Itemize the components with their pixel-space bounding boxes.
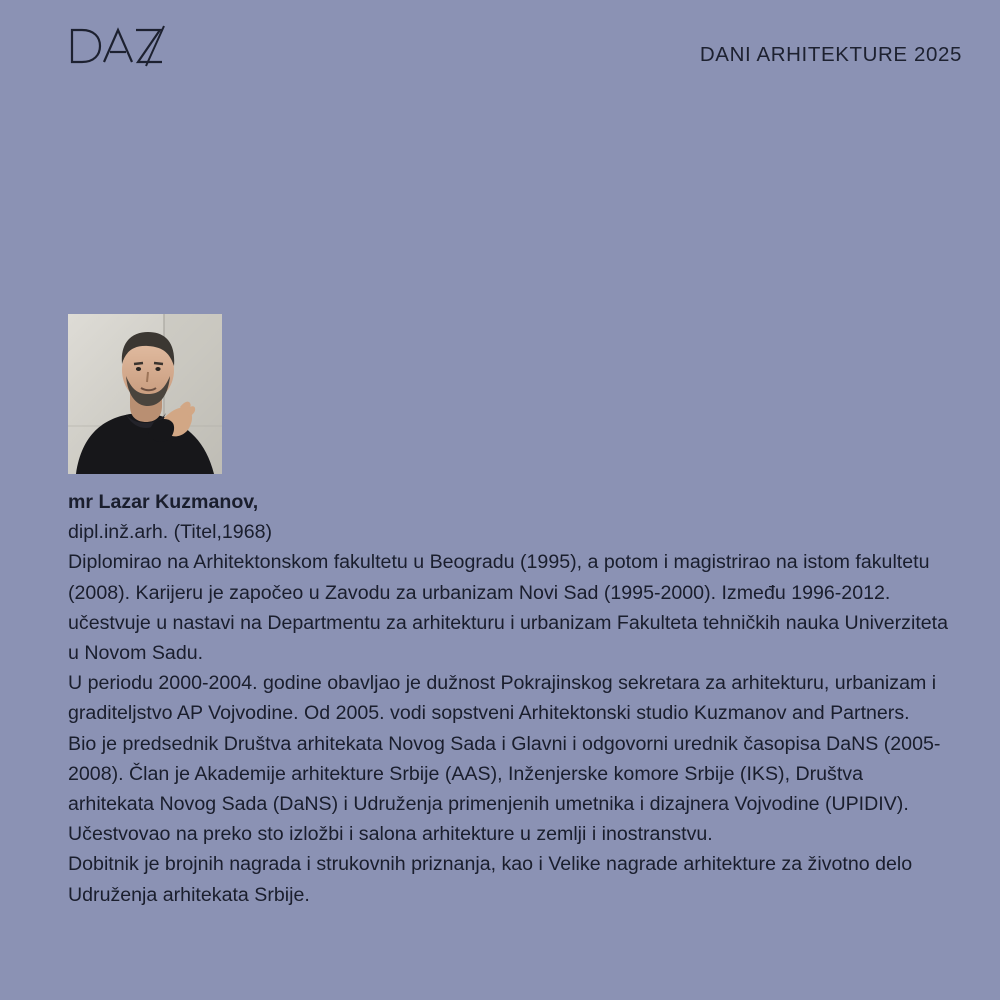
page-header (0, 0, 1000, 90)
biography-text (68, 487, 948, 910)
portrait-photo-lazar-kuzmanov (68, 314, 222, 474)
person-credentials: dipl.inž.arh. (Titel,1968) (68, 521, 273, 544)
event-title: DANI ARHITEKTURE 2025 (699, 43, 962, 66)
daz-logo (68, 24, 168, 68)
bio-paragraph: Diplomirao na Arhitektonskom fakultetu u Beogradu (1995), a potom i magistrirao na istom fakultetu (2008). Karijeru je započeo u Zavodu za urbanizam Novi Sad (1995-2000). Između 1996-2012. učestvuje u nastavi na Departmentu za arhitekturu i urbanizam Fakulteta tehničkih nauka Univerziteta u Novom Sadu. (68, 551, 949, 665)
bio-paragraph: Dobitnik je brojnih nagrada i strukovnih priznanja, kao i Velike nagrade arhitekture za životno delo Udruženja arhitekata Srbije. (68, 853, 913, 906)
bio-paragraph: Učestvovao na preko sto izložbi i salona arhitekture u zemlji i inostranstvu. (68, 823, 713, 846)
person-name: mr Lazar Kuzmanov, (68, 491, 259, 513)
bio-paragraph: Bio je predsednik Društva arhitekata Novog Sada i Glavni i odgovorni urednik časopisa DaNS (2005-2008). Član je Akademije arhitekture Srbije (AAS), Inženjerske komore Srbije (IKS), Društva arhitekata Novog Sada (DaNS) i Udruženja primenjenih umetnika i dizajnera Vojvodine (UPIDIV). (68, 732, 941, 816)
bio-paragraph: U periodu 2000-2004. godine obavljao je dužnost Pokrajinskog sekretara za arhitekturu, urbanizam i graditeljstvo AP Vojvodine. Od 2005. vodi sopstveni Arhitektonski studio Kuzmanov and Partners. (68, 672, 937, 725)
